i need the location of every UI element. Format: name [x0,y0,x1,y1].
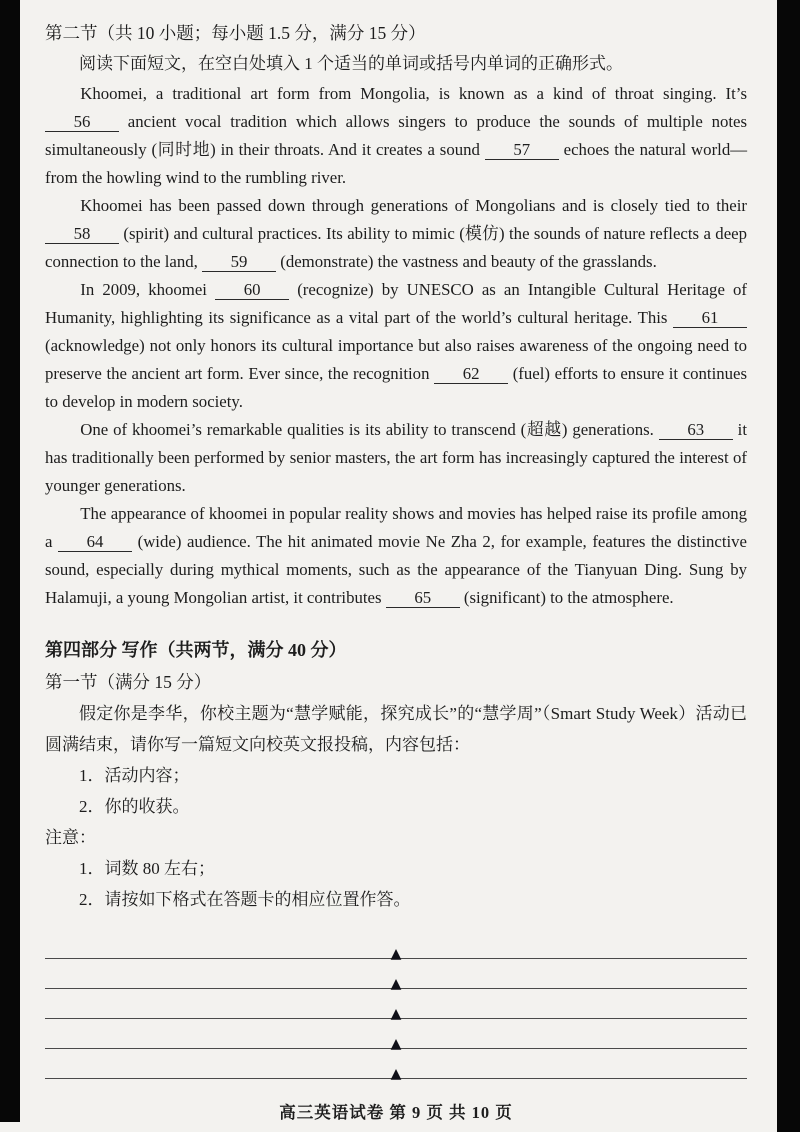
blank-65: 65 [386,588,460,608]
prompt-point-2: 2．你的收获。 [79,797,190,816]
blank-58: 58 [45,224,119,244]
prompt-point-1: 1．活动内容； [79,766,190,785]
answer-line [45,929,747,962]
note-2: 2．请按如下格式在答题卡的相应位置作答。 [79,890,411,909]
blank-56: 56 [45,112,119,132]
page-footer: 高三英语试卷 第 9 页 共 10 页 [279,1103,513,1122]
left-scan-edge [0,0,20,1122]
triangle-marker-icon: ▲ [390,1006,402,1022]
right-scan-edge [777,0,800,1132]
triangle-marker-icon: ▲ [390,976,402,992]
writing-prompt: 假定你是李华，你校主题为“慧学赋能，探究成长”的“慧学周”（Smart Study Week）活动已圆满结束，请你写一篇短文向校英文报投稿，内容包括： [45,704,747,754]
passage-paragraph: The appearance of khoomei in popular reality shows and movies has helped raise its profile among a 64 (wide) audience. The hit animated movie Ne Zha 2, for example, features the distinctive sound, especially during mythical moments, such as the appearance of the Tianyuan Ding. Sung by Halamuji, a young Mongolian artist, it contributes 65 (significant) to the atmosphere. [45,504,747,607]
note-1: 1．词数 80 左右； [79,859,215,878]
section-two-instruction: 阅读下面短文，在空白处填入 1 个适当的单词或括号内单词的正确形式。 [79,54,623,73]
blank-59: 59 [202,252,276,272]
blank-60: 60 [215,280,289,300]
answer-line [45,1049,747,1082]
blank-64: 64 [58,532,132,552]
triangle-marker-icon: ▲ [390,946,402,962]
section-four-heading: 第四部分 写作（共两节，满分 40 分） [45,640,347,660]
section-two-heading: 第二节（共 10 小题；每小题 1.5 分，满分 15 分） [45,23,426,43]
triangle-marker-icon: ▲ [390,1066,402,1082]
passage-paragraph: One of khoomei’s remarkable qualities is its ability to transcend (超越) generations. 63 it has traditionally been performed by senior masters, the art form has increasingly captured the interest of younger generations. [45,420,747,495]
cloze-passage [45,80,747,612]
page-content [45,18,747,1123]
section-four-subheading: 第一节（满分 15 分） [45,672,212,692]
blank-61: 61 [673,308,747,328]
answer-line [45,989,747,1022]
answer-line [45,959,747,992]
notice-label: 注意： [45,828,96,847]
blank-57: 57 [485,140,559,160]
passage-paragraph: Khoomei has been passed down through generations of Mongolians and is closely tied to their 58 (spirit) and cultural practices. Its ability to mimic (模仿) the sounds of nature reflects a deep connection to the land, 59 (demonstrate) the vastness and beauty of the grasslands. [45,196,747,271]
triangle-marker-icon: ▲ [390,1036,402,1052]
blank-62: 62 [434,364,508,384]
answer-lines [45,929,747,1082]
blank-63: 63 [659,420,733,440]
passage-paragraph: In 2009, khoomei 60 (recognize) by UNESCO as an Intangible Cultural Heritage of Humanity, highlighting its significance as a vital part of the world’s cultural heritage. This 61 (acknowledge) not only honors its cultural importance but also raises awareness of the ongoing need to preserve the ancient art form. Ever since, the recognition 62 (fuel) efforts to ensure it continues to develop in modern society. [45,280,748,411]
answer-line [45,1019,747,1052]
passage-paragraph: Khoomei, a traditional art form from Mongolia, is known as a kind of throat singing. It’s 56 ancient vocal tradition which allows singers to produce the sounds of multiple notes simultaneously (同时地) in their throats. And it creates a sound 57 echoes the natural world—from the howling wind to the rumbling river. [45,84,747,187]
section-four [45,634,747,915]
